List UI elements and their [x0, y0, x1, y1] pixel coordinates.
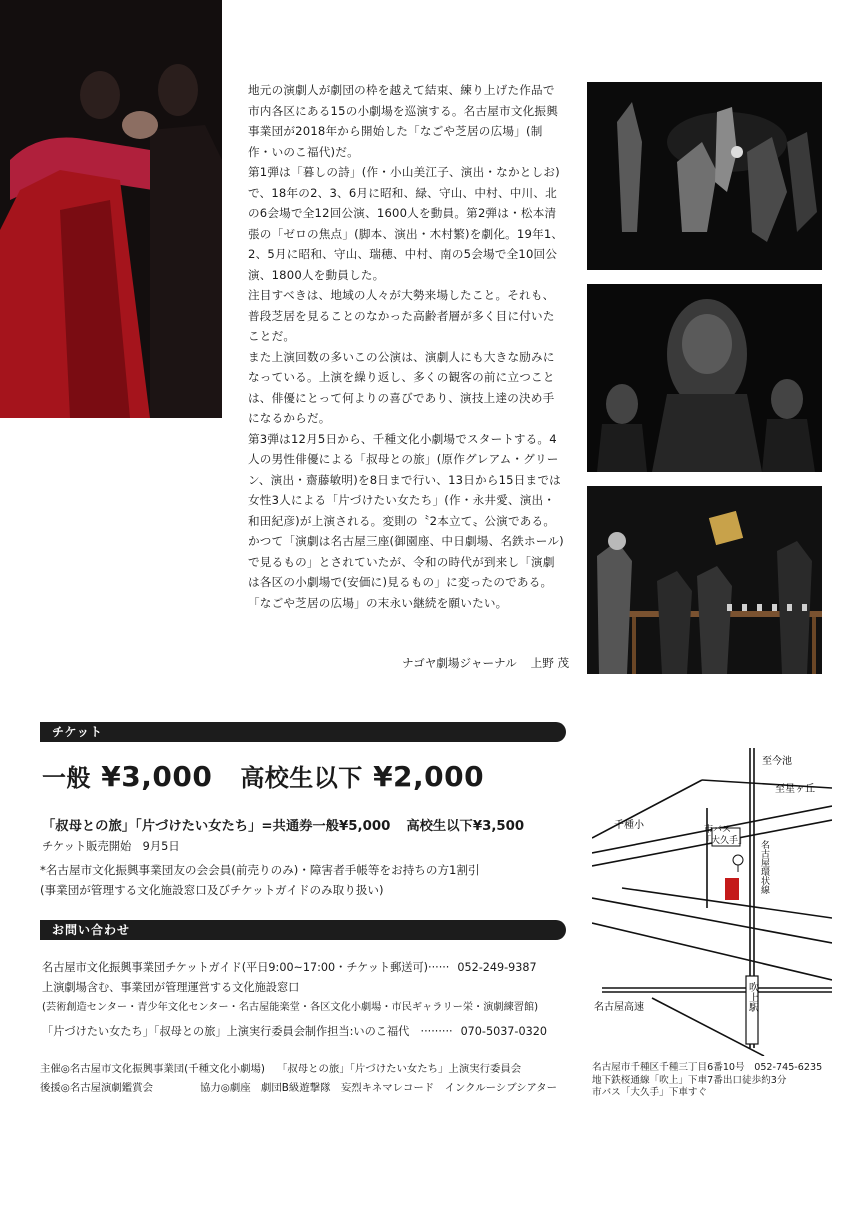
label-imaike: 至今池: [762, 756, 792, 767]
general-label: 一般: [42, 764, 91, 792]
label-fukiage: 吹上駅: [746, 982, 758, 1012]
article-paragraph: 地元の演劇人が劇団の枠を越えて結束、練り上げた作品で市内各区にある15の小劇場を巡演する。名古屋市文化振興事業団が2018年から開始した「なごや芝居の広場」(制作・いのこ福代)だ。: [248, 83, 558, 159]
subway-access: 地下鉄桜通線「吹上」下車7番出口徒歩約3分: [592, 1074, 787, 1086]
venue-marker: [725, 878, 739, 900]
price-line: [42, 758, 484, 793]
combo-price: [42, 815, 524, 834]
bus-stop-icon: [733, 855, 743, 865]
discount-note-sub: (事業団が管理する文化施設窓口及びチケットガイドのみ取り扱い): [40, 883, 384, 897]
sale-start: チケット販売開始 9月5日: [42, 840, 180, 853]
article-paragraph: 第1弾は「暮しの詩」(作・小山美江子、演出・なかとしお)で、18年の2、3、6月に昭和、緑、守山、中村、中川、北の6会場で全12回公演、1600人を動員。第2弾は・松本清張の「ゼロの焦点」(脚本、演出・木村繁)を劇化。19年1、2、5月に昭和、守山、瑞穂、中村、南の5会場で全10回公演、1800人を動員した。: [248, 165, 564, 282]
combo-titles: 「叔母との旅」「片づけたい女たち」=共通券一般¥5,000: [42, 819, 391, 834]
contact-row: [42, 958, 572, 978]
support: 後援◎名古屋演劇鑑賞会: [40, 1082, 153, 1094]
access-map: [592, 748, 832, 1056]
cooperation: 協力◎劇座 劇団B級遊撃隊 妄烈キネマレコード インクルーシブシアター: [200, 1082, 558, 1094]
map-road: [592, 923, 832, 980]
guide-label: 名古屋市文化振興事業団チケットガイド(平日9:00~17:00・チケット郵送可)······: [42, 961, 450, 974]
map-road: [592, 780, 702, 838]
byline-org: ナゴヤ劇場ジャーナル: [402, 656, 517, 670]
organizer: 主催◎名古屋市文化振興事業団(千種文化小劇場): [40, 1063, 265, 1075]
credits-row: [40, 1079, 557, 1098]
discount-note: *名古屋市文化振興事業団友の会会員(前売りのみ)・障害者手帳等をお持ちの方1割引: [40, 863, 480, 877]
credits-row: [40, 1060, 557, 1079]
article-paragraph: 第3弾は12月5日から、千種文化小劇場でスタートする。4人の男性俳優による「叔母との旅」(原作グレアム・グリーン、演出・齋藤敏明)を8日まで行い、13日から15日までは女性3人による「片づけたい女たち」(作・永井愛、演出・和田紀彦)が上演される。変則の〝2本立て〟公演である。かつて「演劇は名古屋三座(御園座、中日劇場、名鉄ホール)で見るもの」とされていたが、令和の時代が到来し「演劇は各区の小劇場で(安価に)見るもの」に変ったのである。「なごや芝居の広場」の末永い継続を願いたい。: [248, 431, 564, 610]
stage-photo-3: [587, 486, 822, 674]
stage-photo-main: [0, 0, 222, 418]
stage-photo-2: [587, 284, 822, 472]
student-label: 高校生以下: [240, 764, 363, 792]
credits: [40, 1060, 557, 1098]
label-bus: 市バス: [704, 825, 732, 835]
stage-photo-1: [587, 82, 822, 270]
label-expressway: 名古屋高速: [594, 1002, 644, 1013]
access-info: [592, 1062, 822, 1100]
combo-student: 高校生以下¥3,500: [406, 819, 525, 834]
venues-sub: (芸術創造センター・青少年文化センター・名古屋能楽堂・各区文化小劇場・市民ギャラリー栄・演劇練習館): [42, 1002, 539, 1013]
article-paragraph: また上演回数の多いこの公演は、演劇人にも大きな励みになっている。上演を繰り返し、多くの観客の前に立つことは、俳優にとって何よりの喜びであり、演技上達の決め手になるからだ。: [248, 349, 555, 425]
committee-tel[interactable]: 070-5037-0320: [460, 1025, 547, 1038]
contact-row: [42, 998, 572, 1018]
committee-label: 「片づけたい女たち」「叔母との旅」上演実行委員会制作担当:いのこ福代 ·········: [42, 1025, 453, 1038]
byline-name: 上野 茂: [530, 656, 570, 670]
label-loop: 名古屋環状線: [759, 840, 769, 894]
student-price: ¥2,000: [373, 760, 485, 793]
guide-tel[interactable]: 052-249-9387: [457, 961, 537, 974]
contact-header: お問い合わせ: [40, 920, 566, 940]
map-road: [592, 898, 832, 943]
byline: [402, 655, 569, 671]
venues-line: 上演劇場含む、事業団が管理運営する文化施設窓口: [42, 981, 300, 994]
ticket-header: チケット: [40, 722, 566, 742]
label-chikusa-sho: 千種小: [614, 820, 644, 831]
organizer-extra: 「叔母との旅」「片づけたい女たち」上演実行委員会: [276, 1063, 522, 1075]
address: 名古屋市千種区千種三丁目6番10号 052-745-6235: [592, 1062, 823, 1073]
contact-row: [42, 1022, 572, 1042]
article-body: [248, 80, 566, 613]
label-okute: 「大久手」: [702, 836, 748, 846]
general-price: ¥3,000: [101, 760, 213, 793]
contact-list: [42, 958, 572, 1042]
label-hoshigaoka: 至星ヶ丘: [775, 784, 815, 795]
bus-access: 市バス「大久手」下車すぐ: [592, 1087, 708, 1098]
article-paragraph: 注目すべきは、地域の人々が大勢来場したこと。それも、普段芝居を見ることのなかった高齢者層が多く目に付いたことだ。: [248, 288, 555, 343]
contact-row: [42, 978, 572, 998]
